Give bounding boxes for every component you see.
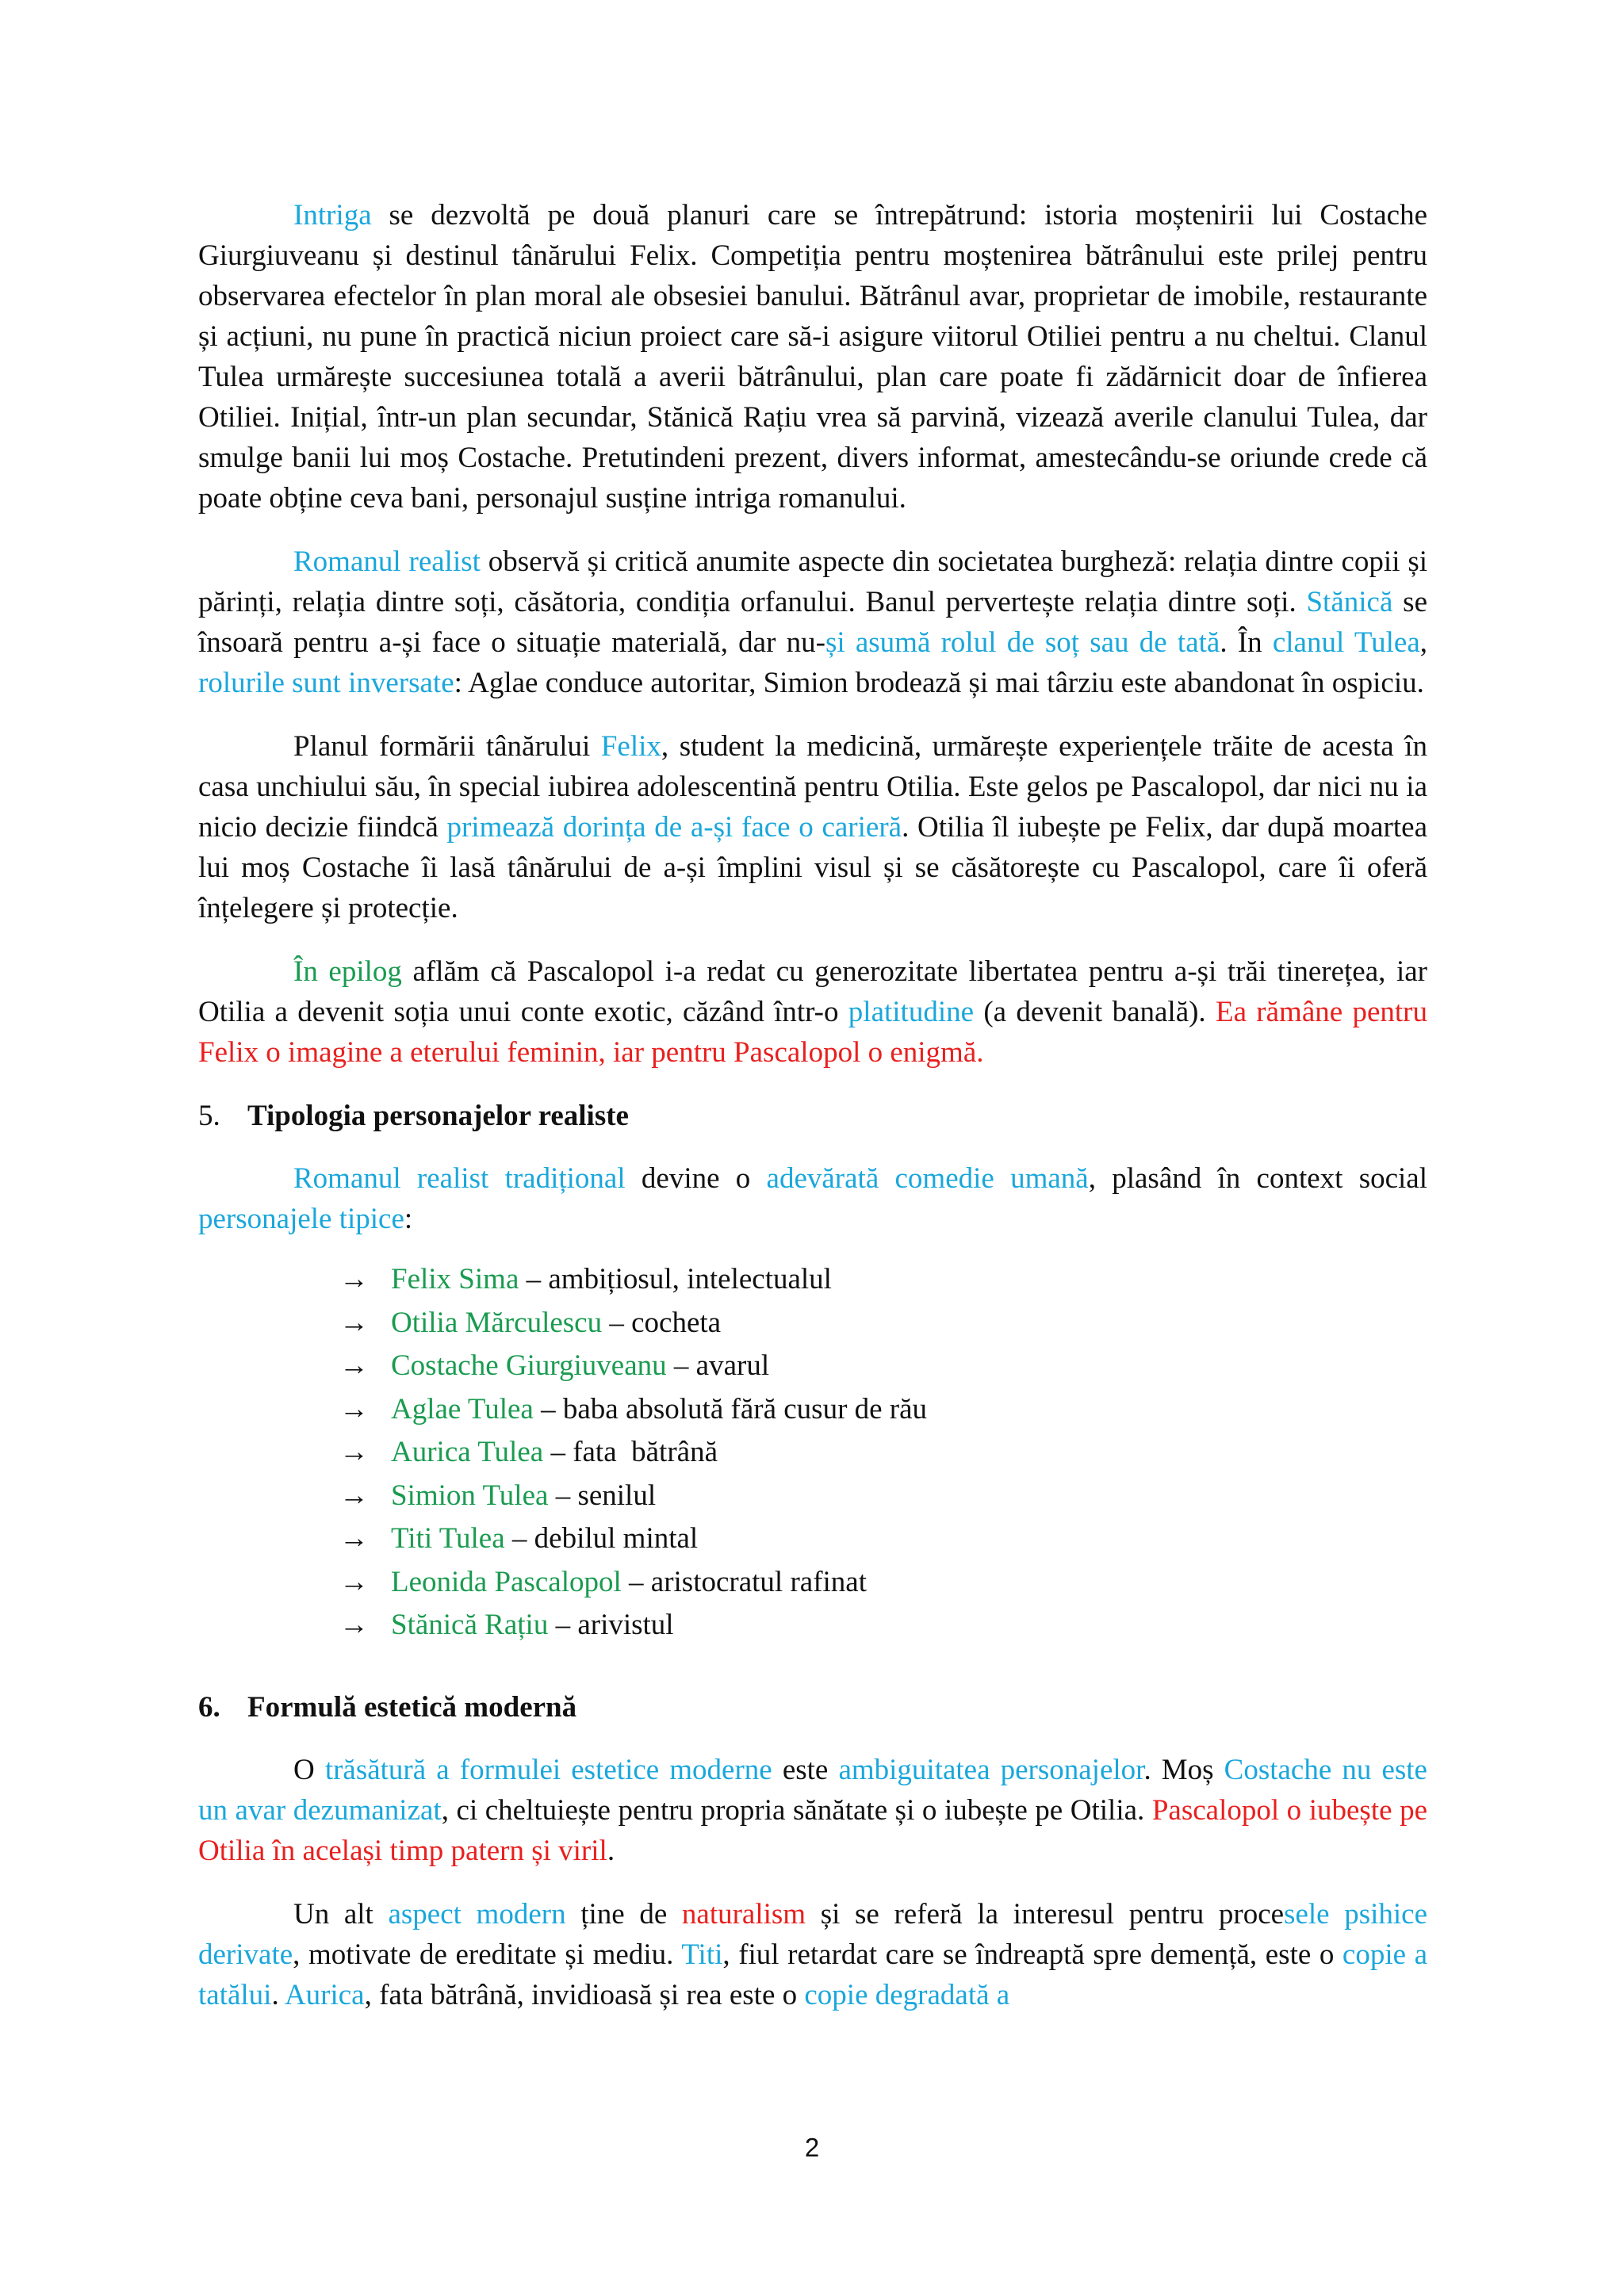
arrow-right-icon: → xyxy=(339,1306,369,1339)
paragraph-romanul-realist: Romanul realist observă și critică anumite aspecte din societatea burgheză: relația dintre copii și părinți, relația dintre soți, căsătoria, condiția orfanului. Banul pervertește relația dintre soți. Stănică se însoară pentru a-și face o situație materială, dar nu-și asumă rolul de soț sau de tată. În clanul Tulea, rolurile sunt inversate: Aglae conduce autoritar, Simion brodează și mai târziu este abandonat în ospiciu. xyxy=(198,545,1427,699)
paragraph-epilog: În epilog aflăm că Pascalopol i-a redat cu generozitate libertatea pentru a-și trăi tinerețea, iar Otilia a devenit soția unui conte exotic, căzând într-o platitudine (a devenit banală). Ea rămâne pentru Felix o imagine a eterului feminin, iar pentru Pascalopol o enigmă. xyxy=(198,955,1427,1069)
character-types-list xyxy=(339,1258,1427,1647)
arrow-right-icon: → xyxy=(339,1609,369,1641)
paragraph-aspect-modern: Un alt aspect modern ține de naturalism și se referă la interesul pentru procesele psihice derivate, motivate de ereditate și mediu. Titi, fiul retardat care se îndreaptă spre demență, este o copie a tatălui. Aurica, fata bătrână, invidioasă și rea este o copie degradată a xyxy=(198,1897,1428,2011)
list-item: → Otilia Mărculescu – cocheta xyxy=(339,1302,1427,1345)
paragraph-planul-formarii: Planul formării tânărului Felix, student la medicină, urmărește experiențele trăite de acesta în casa unchiului său, în special iubirea adolescentină pentru Otilia. Este gelos pe Pascalopol, dar nici nu ia nicio decizie fiindcă primează dorința de a-și face o carieră. Otilia îl iubește pe Felix, dar după moartea lui moș Costache îi lasă tânărului de a-și împlini visul și se căsătorește cu Pascalopol, care îi oferă înțelegere și protecție. xyxy=(198,730,1428,924)
document-page xyxy=(198,195,1427,2038)
list-item: → Leonida Pascalopol – aristocratul rafinat xyxy=(339,1561,1427,1605)
paragraph-formula-moderna: O trăsătură a formulei estetice moderne este ambiguitatea personajelor. Moș Costache nu este un avar dezumanizat, ci cheltuiește pentru propria sănătate și o iubește pe Otilia. Pascalopol o iubește pe Otilia în același timp patern și viril. xyxy=(198,1753,1427,1867)
section-heading-6: 6. Formulă estetică modernă xyxy=(198,1690,577,1724)
list-item: → Aglae Tulea – baba absolută fără cusur de rău xyxy=(339,1388,1427,1432)
list-item: → Stănică Rațiu – arivistul xyxy=(339,1604,1427,1647)
list-item: → Aurica Tulea – fata bătrână xyxy=(339,1431,1427,1475)
arrow-right-icon: → xyxy=(339,1479,369,1512)
section-heading-5: 5. Tipologia personajelor realiste xyxy=(198,1100,629,1132)
page-number: 2 xyxy=(804,2133,820,2162)
arrow-right-icon: → xyxy=(339,1436,369,1468)
paragraph-tipologia: Romanul realist tradițional devine o adevărată comedie umană, plasând în context social personajele tipice: xyxy=(198,1162,1427,1235)
list-item: → Simion Tulea – senilul xyxy=(339,1475,1427,1518)
list-item: → Felix Sima – ambițiosul, intelectualul xyxy=(339,1258,1427,1302)
list-item: → Titi Tulea – debilul mintal xyxy=(339,1517,1427,1561)
arrow-right-icon: → xyxy=(339,1522,369,1555)
arrow-right-icon: → xyxy=(339,1349,369,1382)
arrow-right-icon: → xyxy=(339,1565,369,1598)
term-intriga: Intriga xyxy=(293,199,372,232)
list-item: → Costache Giurgiuveanu – avarul xyxy=(339,1345,1427,1388)
arrow-right-icon: → xyxy=(339,1392,369,1425)
arrow-right-icon: → xyxy=(339,1263,369,1295)
paragraph-intriga: Intriga se dezvoltă pe două planuri care se întrepătrund: istoria moștenirii lui Costache Giurgiuveanu și destinul tânărului Felix. Competiția pentru moștenirea bătrânului este prilej pentru observarea efectelor în plan moral ale obsesiei banului. Bătrânul avar, proprietar de imobile, restaurante și acțiuni, nu pune în practică niciun proiect care să-i asigure viitorul Otiliei pentru a nu cheltui. Clanul Tulea urmărește succesiunea totală a averii bătrânului, plan care poate fi zădărnicit doar de înfierea Otiliei. Inițial, într-un plan secundar, Stănică Rațiu vrea să parvină, vizează averile clanului Tulea, dar smulge banii lui moș Costache. Pretutindeni prezent, divers informat, amestecându-se oriunde crede că poate obține ceva bani, personajul susține intriga romanului. xyxy=(198,199,1427,515)
